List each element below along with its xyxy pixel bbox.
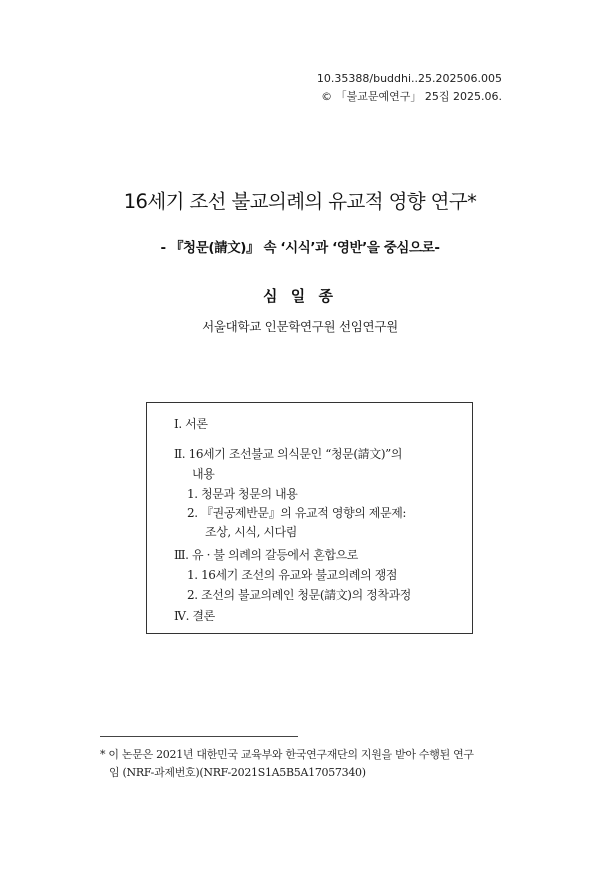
footnote-marker: * [100, 748, 106, 761]
toc-section-2-continued: 내용 [192, 467, 215, 481]
paper-title: 16세기 조선 불교의례의 유교적 영향 연구* [123, 190, 477, 213]
toc-subsection-2-1: 1. 청문과 청문의 내용 [187, 487, 298, 501]
article-metadata [317, 70, 502, 106]
toc-subsection-3-1: 1. 16세기 조선의 유교와 불교의례의 쟁점 [187, 568, 398, 582]
author-affiliation: 서울대학교 인문학연구원 선임연구원 [202, 319, 398, 334]
toc-section-3: Ⅲ. 유 · 불 의례의 갈등에서 혼합으로 [174, 548, 358, 562]
author-name: 심 일 종 [263, 287, 337, 305]
toc-section-1: Ⅰ. 서론 [174, 417, 208, 431]
footnote-divider [100, 736, 298, 737]
toc-subsection-2-2-continued: 조상, 시식, 시다림 [205, 525, 298, 539]
footnote-text-line1: 이 논문은 2021년 대한민국 교육부와 한국연구재단의 지원을 받아 수행된 연구 [108, 748, 474, 761]
toc-subsection-2-2: 2. 『권공제반문』의 유교적 영향의 제문제: [187, 506, 407, 520]
table-of-contents [146, 402, 473, 634]
toc-section-4: Ⅳ. 결론 [174, 609, 215, 623]
toc-subsection-3-2: 2. 조선의 불교의례인 청문(請文)의 정착과정 [187, 588, 411, 602]
paper-subtitle: - 『청문(請文)』 속 ‘시식’과 ‘영반’을 중심으로- [160, 240, 440, 256]
journal-copyright: © 「불교문예연구」 25집 2025.06. [321, 90, 502, 103]
toc-section-2: Ⅱ. 16세기 조선불교 의식문인 “청문(請文)”의 [174, 447, 403, 461]
doi[interactable]: 10.35388/buddhi..25.202506.005 [316, 72, 502, 85]
footnote-text-line2: 임 (NRF-과제번호)(NRF-2021S1A5B5A17057340) [109, 766, 366, 779]
footnote [100, 746, 510, 782]
